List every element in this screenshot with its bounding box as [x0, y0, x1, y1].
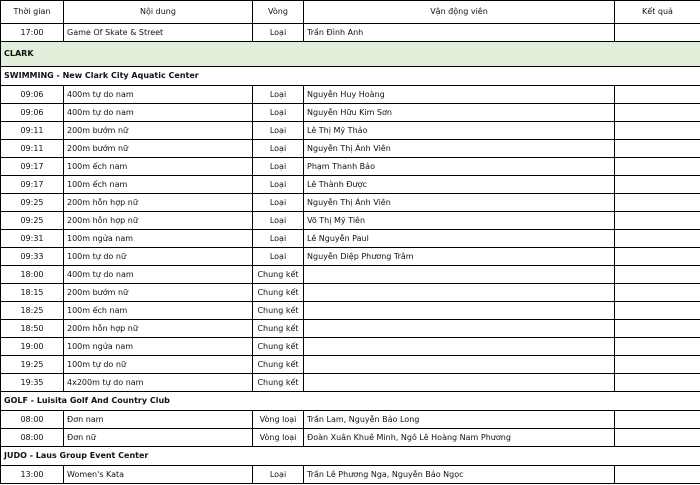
- venue-row: [1, 447, 700, 466]
- table-row: [1, 194, 700, 212]
- header-result: Kết quả: [615, 1, 700, 24]
- event-cell: 100m ếch nam: [64, 176, 253, 194]
- round-cell: Chung kết: [253, 284, 304, 302]
- table-row: [1, 466, 700, 484]
- table-header: [1, 1, 700, 24]
- round-cell: Chung kết: [253, 266, 304, 284]
- result-cell: [615, 302, 700, 320]
- result-cell: [615, 104, 700, 122]
- result-cell: [615, 338, 700, 356]
- event-cell: Đơn nam: [64, 411, 253, 429]
- round-cell: Loại: [253, 86, 304, 104]
- round-cell: Loại: [253, 176, 304, 194]
- athlete-cell: Nguyễn Diệp Phương Trâm: [304, 248, 615, 266]
- athlete-cell: Nguyễn Thị Ánh Viên: [304, 194, 615, 212]
- event-cell: Đơn nữ: [64, 429, 253, 447]
- table-row: [1, 374, 700, 392]
- time-cell: 08:00: [1, 429, 64, 447]
- table-row: [1, 338, 700, 356]
- table-row: [1, 356, 700, 374]
- time-cell: 09:25: [1, 194, 64, 212]
- athlete-cell: Phạm Thanh Bảo: [304, 158, 615, 176]
- round-cell: Loại: [253, 212, 304, 230]
- event-cell: 100m tự do nữ: [64, 248, 253, 266]
- athlete-cell: [304, 338, 615, 356]
- athlete-cell: Trần Lam, Nguyễn Bảo Long: [304, 411, 615, 429]
- round-cell: Chung kết: [253, 374, 304, 392]
- venue-label: GOLF - Luisita Golf And Country Club: [1, 392, 700, 411]
- table-row: [1, 122, 700, 140]
- athlete-cell: Trần Lê Phương Nga, Nguyễn Bảo Ngọc: [304, 466, 615, 484]
- table-row: [1, 320, 700, 338]
- region-row: [1, 42, 700, 67]
- time-cell: 18:50: [1, 320, 64, 338]
- table-row: [1, 104, 700, 122]
- round-cell: Chung kết: [253, 338, 304, 356]
- round-cell: Loại: [253, 24, 304, 42]
- time-cell: 13:00: [1, 466, 64, 484]
- athlete-cell: [304, 284, 615, 302]
- result-cell: [615, 284, 700, 302]
- athlete-cell: Lê Thị Mỹ Thảo: [304, 122, 615, 140]
- round-cell: Loại: [253, 104, 304, 122]
- time-cell: 08:00: [1, 411, 64, 429]
- header-athlete: Vận động viên: [304, 1, 615, 24]
- event-cell: 200m bướm nữ: [64, 140, 253, 158]
- time-cell: 09:11: [1, 122, 64, 140]
- table-row: [1, 284, 700, 302]
- result-cell: [615, 266, 700, 284]
- table-row: [1, 158, 700, 176]
- result-cell: [615, 194, 700, 212]
- event-cell: 200m hỗn hợp nữ: [64, 212, 253, 230]
- table-row: [1, 212, 700, 230]
- athlete-cell: [304, 266, 615, 284]
- athlete-cell: Nguyễn Hữu Kim Sơn: [304, 104, 615, 122]
- round-cell: Loại: [253, 158, 304, 176]
- time-cell: 09:06: [1, 86, 64, 104]
- result-cell: [615, 248, 700, 266]
- athlete-cell: Lê Nguyễn Paul: [304, 230, 615, 248]
- time-cell: 18:15: [1, 284, 64, 302]
- event-cell: 200m hỗn hợp nữ: [64, 194, 253, 212]
- result-cell: [615, 374, 700, 392]
- event-cell: 200m bướm nữ: [64, 284, 253, 302]
- table-row: [1, 302, 700, 320]
- venue-label: JUDO - Laus Group Event Center: [1, 447, 700, 466]
- table-row: [1, 176, 700, 194]
- round-cell: Vòng loại: [253, 411, 304, 429]
- result-cell: [615, 320, 700, 338]
- time-cell: 09:06: [1, 104, 64, 122]
- result-cell: [615, 212, 700, 230]
- athlete-cell: Nguyễn Huy Hoàng: [304, 86, 615, 104]
- result-cell: [615, 429, 700, 447]
- result-cell: [615, 230, 700, 248]
- venue-row: [1, 67, 700, 86]
- venue-label: SWIMMING - New Clark City Aquatic Center: [1, 67, 700, 86]
- time-cell: 18:25: [1, 302, 64, 320]
- round-cell: Chung kết: [253, 320, 304, 338]
- time-cell: 17:00: [1, 24, 64, 42]
- event-cell: 200m hỗn hợp nữ: [64, 320, 253, 338]
- venue-row: [1, 392, 700, 411]
- athlete-cell: [304, 356, 615, 374]
- time-cell: 09:11: [1, 140, 64, 158]
- result-cell: [615, 158, 700, 176]
- athlete-cell: Đoàn Xuân Khuê Minh, Ngô Lê Hoàng Nam Phương: [304, 429, 615, 447]
- time-cell: 09:33: [1, 248, 64, 266]
- header-event: Nội dung: [64, 1, 253, 24]
- event-cell: 100m ngửa nam: [64, 338, 253, 356]
- header-round: Vòng: [253, 1, 304, 24]
- result-cell: [615, 24, 700, 42]
- result-cell: [615, 122, 700, 140]
- time-cell: 09:17: [1, 158, 64, 176]
- round-cell: Chung kết: [253, 356, 304, 374]
- event-cell: 100m ếch nam: [64, 302, 253, 320]
- time-cell: 18:00: [1, 266, 64, 284]
- athlete-cell: Võ Thị Mỹ Tiên: [304, 212, 615, 230]
- table-row: [1, 266, 700, 284]
- athlete-cell: Trần Đình Anh: [304, 24, 615, 42]
- table-row: [1, 24, 700, 42]
- time-cell: 19:35: [1, 374, 64, 392]
- round-cell: Chung kết: [253, 302, 304, 320]
- table-body: [1, 24, 700, 484]
- header-time: Thời gian: [1, 1, 64, 24]
- result-cell: [615, 411, 700, 429]
- table-row: [1, 248, 700, 266]
- athlete-cell: Lê Thành Được: [304, 176, 615, 194]
- athlete-cell: [304, 320, 615, 338]
- table-row: [1, 86, 700, 104]
- table-row: [1, 411, 700, 429]
- time-cell: 09:25: [1, 212, 64, 230]
- result-cell: [615, 176, 700, 194]
- round-cell: Loại: [253, 194, 304, 212]
- region-label: CLARK: [1, 42, 700, 67]
- table-row: [1, 230, 700, 248]
- event-cell: 400m tự do nam: [64, 266, 253, 284]
- round-cell: Loại: [253, 122, 304, 140]
- result-cell: [615, 466, 700, 484]
- table-row: [1, 429, 700, 447]
- round-cell: Loại: [253, 248, 304, 266]
- header-row: [1, 1, 700, 24]
- table-row: [1, 140, 700, 158]
- athlete-cell: [304, 302, 615, 320]
- result-cell: [615, 86, 700, 104]
- result-cell: [615, 356, 700, 374]
- round-cell: Loại: [253, 230, 304, 248]
- round-cell: Loại: [253, 140, 304, 158]
- time-cell: 09:31: [1, 230, 64, 248]
- athlete-cell: Nguyễn Thị Ánh Viên: [304, 140, 615, 158]
- event-cell: 100m ngửa nam: [64, 230, 253, 248]
- event-cell: 100m ếch nam: [64, 158, 253, 176]
- result-cell: [615, 140, 700, 158]
- event-cell: 4x200m tự do nam: [64, 374, 253, 392]
- event-cell: Women's Kata: [64, 466, 253, 484]
- event-cell: Game Of Skate & Street: [64, 24, 253, 42]
- event-cell: 400m tự do nam: [64, 86, 253, 104]
- time-cell: 19:25: [1, 356, 64, 374]
- time-cell: 09:17: [1, 176, 64, 194]
- athlete-cell: [304, 374, 615, 392]
- round-cell: Vòng loại: [253, 429, 304, 447]
- event-cell: 200m bướm nữ: [64, 122, 253, 140]
- time-cell: 19:00: [1, 338, 64, 356]
- round-cell: Loại: [253, 466, 304, 484]
- event-cell: 100m tự do nữ: [64, 356, 253, 374]
- event-cell: 400m tự do nam: [64, 104, 253, 122]
